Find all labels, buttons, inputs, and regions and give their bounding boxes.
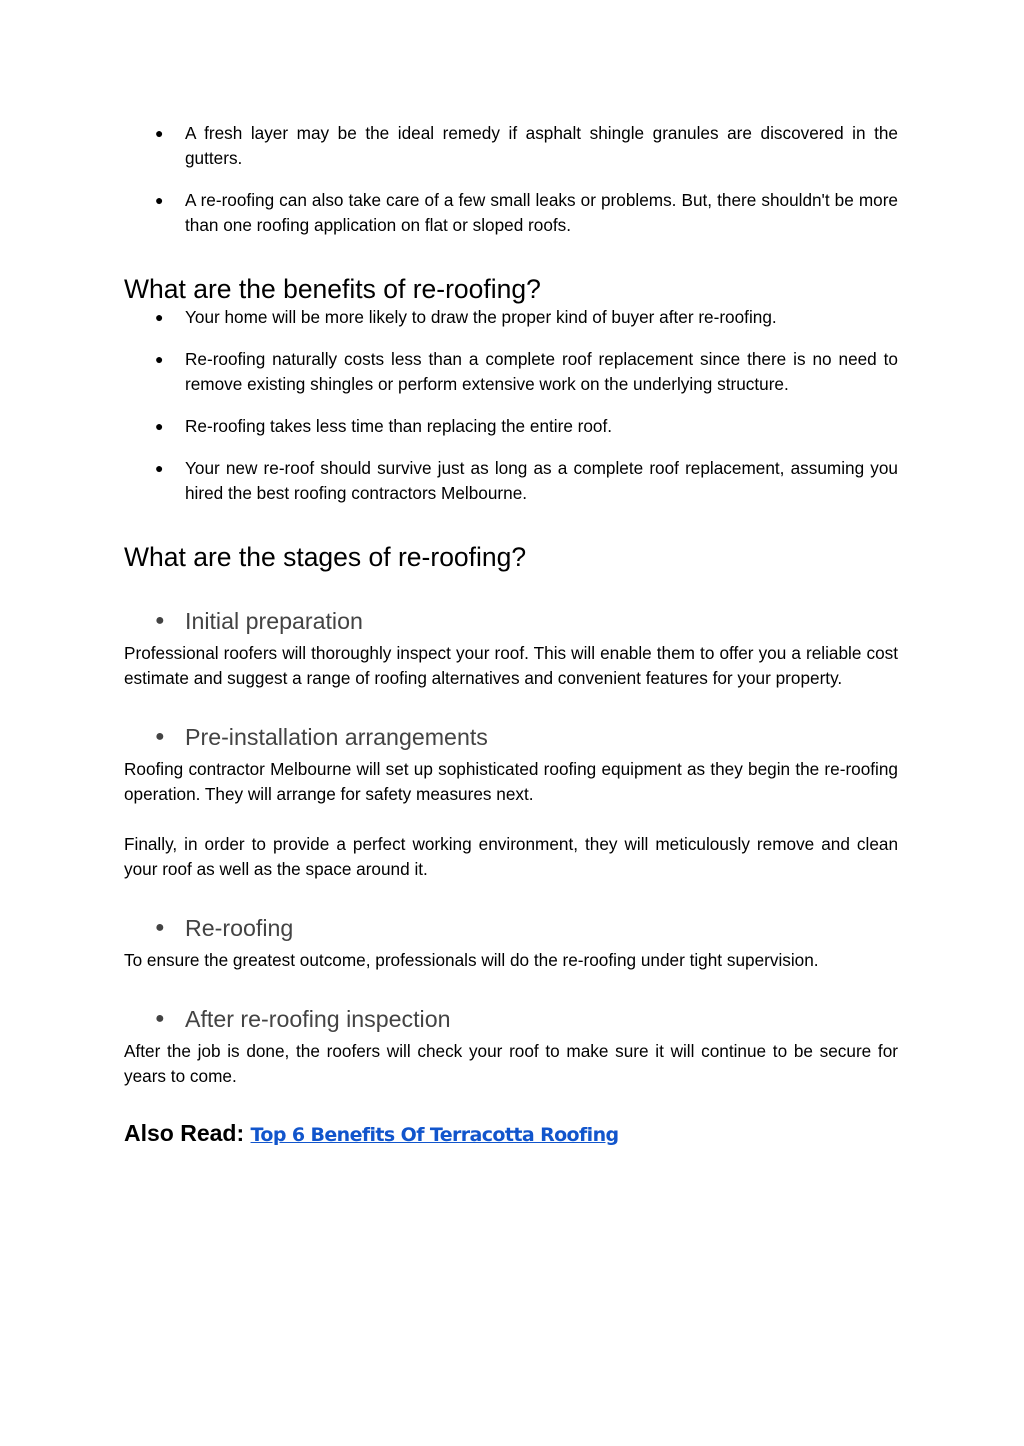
list-item [124, 347, 898, 397]
list-item-text: A re-roofing can also take care of a few small leaks or problems. But, there shouldn't be more than one roofing application on flat or sloped roofs. [185, 190, 898, 235]
stage-heading-after-inspection [124, 1004, 898, 1034]
stage-paragraph: Roofing contractor Melbourne will set up sophisticated roofing equipment as they begin the re-roofing operation. They will arrange for safety measures next. [124, 759, 898, 804]
stage-title: Pre-installation arrangements [185, 724, 488, 750]
list-item [124, 414, 898, 439]
bullet-icon: ● [155, 460, 164, 476]
stage-paragraph: Professional roofers will thoroughly inspect your roof. This will enable them to offer you a reliable cost estimate and suggest a range of roofing alternatives and convenient features for your property. [124, 643, 898, 688]
bullet-icon: ● [155, 1010, 165, 1027]
stage-title: After re-roofing inspection [185, 1006, 451, 1032]
also-read-link[interactable]: Top 6 Benefits Of Terracotta Roofing [250, 1124, 619, 1146]
stage-paragraph: To ensure the greatest outcome, professionals will do the re-roofing under tight supervision. [124, 950, 819, 970]
bullet-icon: ● [155, 612, 165, 629]
benefits-heading: What are the benefits of re-roofing? [124, 274, 541, 304]
bullet-icon: ● [155, 351, 164, 367]
bullet-icon: ● [155, 418, 164, 434]
list-item-text: Re-roofing naturally costs less than a complete roof replacement since there is no need to remove existing shingles or perform extensive work on the underlying structure. [185, 349, 898, 394]
stage-heading-pre-installation [124, 722, 898, 752]
stage-title: Initial preparation [185, 608, 363, 634]
bullet-icon: ● [155, 192, 164, 208]
also-read-line [124, 1118, 898, 1150]
stage-paragraph: After the job is done, the roofers will check your roof to make sure it will continue to be secure for years to come. [124, 1041, 898, 1086]
bullet-icon: ● [155, 919, 165, 936]
bullet-icon: ● [155, 125, 164, 141]
list-item-text: Your home will be more likely to draw the proper kind of buyer after re-roofing. [185, 307, 777, 327]
bullet-icon: ● [155, 309, 164, 325]
stage-heading-re-roofing [124, 913, 898, 943]
stages-heading: What are the stages of re-roofing? [124, 542, 527, 572]
benefits-list [124, 305, 898, 506]
stage-title: Re-roofing [185, 915, 294, 941]
list-item [124, 456, 898, 506]
document-page [124, 121, 898, 1150]
also-read-label: Also Read: [124, 1120, 245, 1146]
list-item-text: Re-roofing takes less time than replacing the entire roof. [185, 416, 613, 436]
list-item-text: Your new re-roof should survive just as long as a complete roof replacement, assuming you hired the best roofing contractors Melbourne. [185, 458, 898, 503]
stage-heading-initial-preparation [124, 606, 898, 636]
bullet-icon: ● [155, 728, 165, 745]
list-item [124, 305, 898, 330]
stage-paragraph: Finally, in order to provide a perfect working environment, they will meticulously remove and clean your roof as well as the space around it. [124, 834, 898, 879]
list-item-text: A fresh layer may be the ideal remedy if asphalt shingle granules are discovered in the gutters. [185, 123, 898, 168]
list-item [124, 121, 898, 171]
intro-bullet-list [124, 121, 898, 238]
list-item [124, 188, 898, 238]
